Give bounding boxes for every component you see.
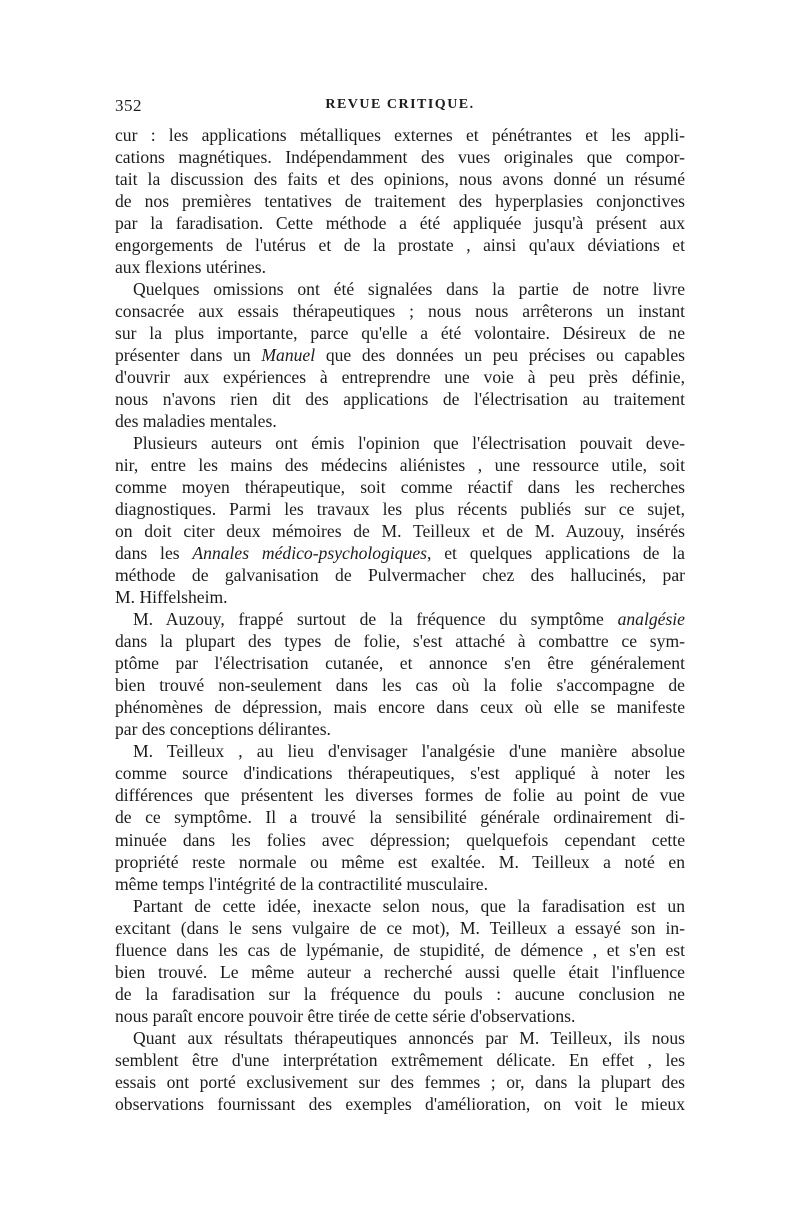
text-line: tait la discussion des faits et des opinions, nous avons donné un résumé: [115, 169, 685, 190]
text-line: de la faradisation sur la fréquence du pouls : aucune conclusion ne: [115, 983, 685, 1004]
text-line: diagnostiques. Parmi les travaux les plus récents publiés sur ce sujet,: [115, 499, 685, 520]
text-line: on doit citer deux mémoires de M. Teilleux et de M. Auzouy, insérés: [115, 521, 685, 542]
paragraph: [115, 278, 685, 432]
text-line: nous n'avons rien dit des applications de l'électrisation au traitement: [115, 389, 685, 410]
paragraph: [115, 1027, 685, 1115]
text-line: M. Teilleux , au lieu d'envisager l'analgésie d'une manière absolue: [133, 741, 685, 762]
text-line: comme source d'indications thérapeutiques, s'est appliqué à noter les: [115, 763, 685, 784]
paragraph: [115, 895, 685, 1027]
text-line: par la faradisation. Cette méthode a été appliquée jusqu'à présent aux: [115, 213, 685, 234]
text-line: bien trouvé non-seulement dans les cas où la folie s'accompagne de: [115, 675, 685, 696]
text-line: par des conceptions délirantes.: [115, 719, 331, 740]
text-line: dans la plupart des types de folie, s'est attaché à combattre ce sym-: [115, 631, 685, 652]
text-line: engorgements de l'utérus et de la prostate , ainsi qu'aux déviations et: [115, 235, 685, 256]
running-title: REVUE CRITIQUE.: [325, 97, 475, 112]
text-line: présenter dans un Manuel que des données un peu précises ou capables: [115, 345, 685, 366]
text-line: des maladies mentales.: [115, 411, 277, 432]
text-line: minuée dans les folies avec dépression; quelquefois cependant cette: [115, 829, 685, 850]
text-line: dans les Annales médico-psychologiques, et quelques applications de la: [115, 543, 685, 564]
paragraph: [115, 740, 685, 894]
text-line: cur : les applications métalliques externes et pénétrantes et les appli-: [115, 125, 685, 145]
text-line: comme moyen thérapeutique, soit comme réactif dans les recherches: [115, 477, 685, 498]
text-line: fluence dans les cas de lypémanie, de stupidité, de démence , et s'en est: [115, 939, 685, 960]
text-line: sur la plus importante, parce qu'elle a été volontaire. Désireux de ne: [115, 323, 685, 344]
paragraph: [115, 124, 685, 278]
text-line: méthode de galvanisation de Pulvermacher chez des hallucinés, par: [115, 565, 685, 586]
text-line: de nos premières tentatives de traitement des hyperplasies conjonctives: [115, 191, 685, 212]
text-line: observations fournissant des exemples d'amélioration, on voit le mieux: [115, 1093, 685, 1114]
text-line: Partant de cette idée, inexacte selon nous, que la faradisation est un: [133, 895, 685, 916]
text-line: différences que présentent les diverses formes de folie au point de vue: [115, 785, 685, 806]
text-line: d'ouvrir aux expériences à entreprendre une voie à peu près définie,: [115, 367, 685, 388]
paragraph: [115, 432, 685, 608]
text-line: semblent être d'une interprétation extrêmement délicate. En effet , les: [115, 1049, 685, 1070]
text-line: consacrée aux essais thérapeutiques ; nous nous arrêterons un instant: [115, 301, 685, 322]
running-head: [115, 96, 685, 120]
text-line: Plusieurs auteurs ont émis l'opinion que l'électrisation pouvait deve-: [133, 433, 685, 454]
text-line: nous paraît encore pouvoir être tirée de cette série d'observations.: [115, 1005, 576, 1026]
text-line: excitant (dans le sens vulgaire de ce mot), M. Teilleux a essayé son in-: [115, 917, 685, 938]
text-line: bien trouvé. Le même auteur a recherché aussi quelle était l'influence: [115, 961, 685, 982]
text-line: ptôme par l'électrisation cutanée, et annonce s'en être généralement: [115, 653, 685, 674]
text-line: M. Auzouy, frappé surtout de la fréquence du symptôme analgésie: [133, 609, 685, 630]
text-line: de ce symptôme. Il a trouvé la sensibilité générale ordinairement di-: [115, 807, 685, 828]
paragraph: [115, 608, 685, 740]
text-line: nir, entre les mains des médecins aliénistes , une ressource utile, soit: [115, 455, 685, 476]
body-text: [115, 124, 685, 1115]
page-number: 352: [115, 96, 142, 115]
text-line: Quelques omissions ont été signalées dans la partie de notre livre: [133, 279, 685, 300]
text-line: aux flexions utérines.: [115, 257, 266, 278]
text-line: même temps l'intégrité de la contractilité musculaire.: [115, 873, 488, 894]
text-line: Quant aux résultats thérapeutiques annoncés par M. Teilleux, ils nous: [133, 1027, 685, 1048]
text-line: essais ont porté exclusivement sur des femmes ; or, dans la plupart des: [115, 1071, 685, 1092]
text-line: M. Hiffelsheim.: [115, 587, 228, 608]
text-line: propriété reste normale ou même est exaltée. M. Teilleux a noté en: [115, 851, 685, 872]
text-line: phénomènes de dépression, mais encore dans ceux où elle se manifeste: [115, 697, 685, 718]
text-line: cations magnétiques. Indépendamment des vues originales que compor-: [115, 147, 685, 168]
